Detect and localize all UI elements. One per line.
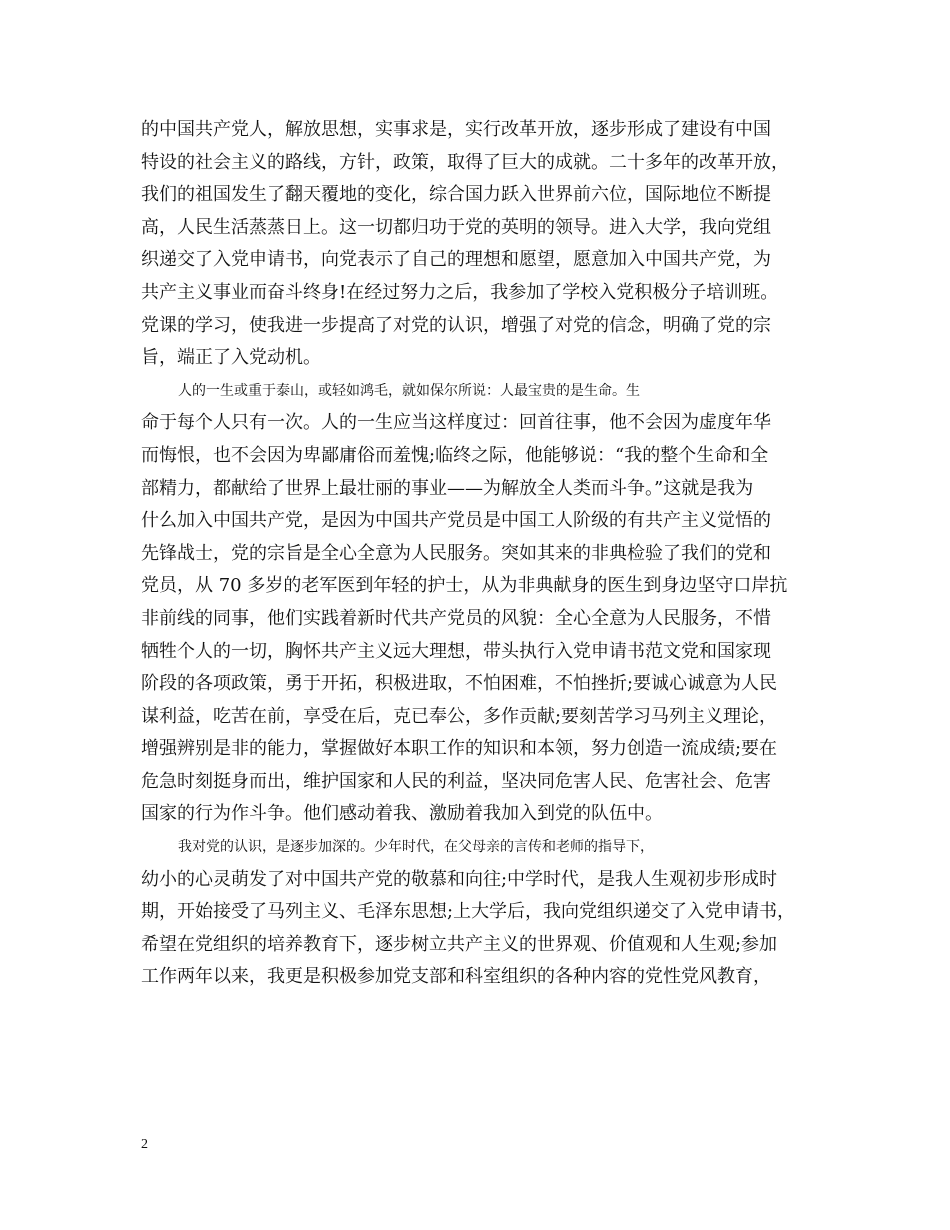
text-line: 先锋战士，党的宗旨是全心全意为人民服务。突如其来的非典检验了我们的党和 (141, 542, 771, 564)
paragraph (141, 114, 816, 375)
text-line: 谋利益，吃苦在前，享受在后，克已奉公，多作贡献;要刻苦学习马列主义理论， (141, 705, 778, 727)
text-line: 党课的学习，使我进一步提高了对党的认识，增强了对党的信念，明确了党的宗 (141, 314, 771, 336)
text-line: 阶段的各项政策，勇于开拓，积极进取，不怕困难，不怕挫折;要诚心诚意为人民 (141, 673, 778, 695)
text-line: 的中国共产党人，解放思想，实事求是，实行改革开放，逐步形成了建设有中国 (141, 119, 771, 140)
text-line: 幼小的心灵萌发了对中国共产党的敬慕和向往;中学时代，是我人生观初步形成时 (141, 868, 778, 890)
text-line: 党员，从 70 多岁的老军医到年轻的护士，从为非典献身的医生到身边坚守口岸抗 (141, 575, 788, 597)
text-line: 工作两年以来，我更是积极参加党支部和科室组织的各种内容的党性党风教育， (141, 966, 771, 988)
text-line: 旨，端正了入党动机。 (141, 347, 321, 369)
text-line: 国家的行为作斗争。他们感动着我、激励着我加入到党的队伍中。 (141, 803, 663, 825)
page-number: 2 (141, 1137, 148, 1152)
paragraph (141, 831, 816, 994)
text-line: 增强辨别是非的能力，掌握做好本职工作的知识和本领，努力创造一流成绩;要在 (141, 738, 778, 760)
body-text (141, 114, 816, 994)
text-line: 危急时刻挺身而出，维护国家和人民的利益，坚决同危害人民、危害社会、危害 (141, 770, 771, 792)
paragraph (141, 375, 816, 831)
text-line: 非前线的同事，他们实践着新时代共产党员的风貌：全心全意为人民服务，不惜 (141, 607, 771, 629)
text-line: 我对党的认识，是逐步加深的。少年时代，在父母亲的言传和老师的指导下， (178, 839, 654, 856)
text-line: 人的一生或重于泰山，或轻如鸿毛，就如保尔所说：人最宝贵的是生命。生 (178, 382, 640, 399)
text-line: 命于每个人只有一次。人的一生应当这样度过：回首往事，他不会因为虚度年华 (141, 412, 771, 434)
text-line: 我们的祖国发生了翻天覆地的变化，综合国力跃入世界前六位，国际地位不断提 (141, 184, 771, 206)
text-line: 希望在党组织的培养教育下，逐步树立共产主义的世界观、价值观和人生观;参加 (141, 933, 778, 955)
text-line: 织递交了入党申请书，向党表示了自己的理想和愿望，愿意加入中国共产党，为 (141, 249, 771, 271)
text-line: 什么加入中国共产党，是因为中国共产党员是中国工人阶级的有共产主义觉悟的 (141, 510, 771, 532)
text-line: 而悔恨，也不会因为卑鄙庸俗而羞愧;临终之际，他能够说：“我的整个生命和全 (141, 444, 769, 466)
text-line: 特设的社会主义的路线，方针，政策，取得了巨大的成就。二十多年的改革开放， (141, 151, 789, 173)
text-line: 部精力，都献给了世界上最壮丽的事业——为解放全人类而斗争。”这就是我为 (141, 477, 754, 499)
text-line: 共产主义事业而奋斗终身!在经过努力之后，我参加了学校入党积极分子培训班。 (141, 281, 779, 303)
text-line: 高，人民生活蒸蒸日上。这一切都归功于党的英明的领导。进入大学，我向党组 (141, 216, 771, 238)
text-line: 期，开始接受了马列主义、毛泽东思想;上大学后，我向党组织递交了入党申请书， (141, 901, 796, 923)
text-line: 牺牲个人的一切，胸怀共产主义远大理想，带头执行入党申请书范文党和国家现 (141, 640, 771, 662)
